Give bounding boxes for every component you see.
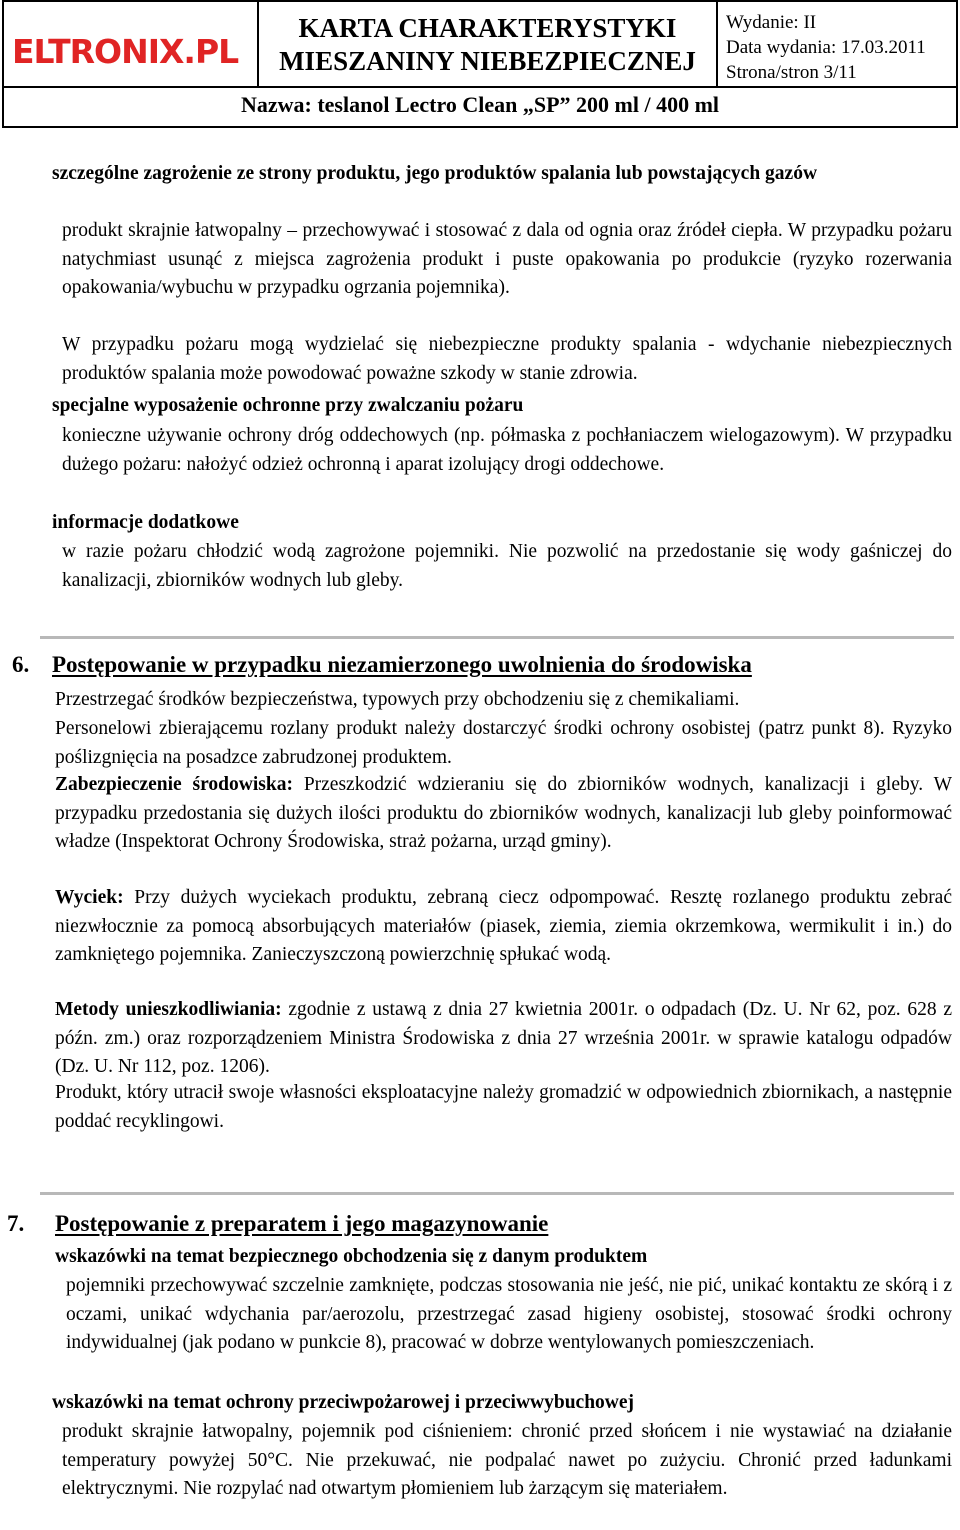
fire-protection-text: produkt skrajnie łatwopalny, pojemnik pod ciśnieniem: chronić przed słońcem i nie wystawiać na działanie temperatury powyżej 50°C. Nie przekuwać, nie podpalać nawet po zużyciu. Chronić przed ładunkami elektrycznymi. Nie rozpylać nad otwartym płomieniem lub żarzącym się materiałem.	[62, 1421, 952, 1500]
additional-info-heading: informacje dodatkowe	[52, 512, 239, 533]
fire-hazard-heading: szczególne zagrożenie ze strony produktu, jego produktów spalania lub powstających gazów	[52, 163, 818, 184]
header-divider	[716, 2, 718, 86]
document-title	[259, 12, 716, 78]
spill-handling	[55, 884, 952, 970]
document-meta	[726, 10, 926, 85]
recycling-text: Produkt, który utracił swoje własności eksploatacyjne należy gromadzić w odpowiednich zbiornikach, a następnie poddać recyklingowi.	[55, 1082, 952, 1132]
combustion-products-text: W przypadku pożaru mogą wydzielać się niebezpieczne produkty spalania - wdychanie niebezpiecznych produktów spalania może powodować poważne szkody w stanie zdrowia.	[62, 334, 952, 384]
document-title-line2: MIESZANINY NIEBEZPIECZNEJ	[279, 46, 696, 76]
spill-text: Przy dużych wyciekach produktu, zebraną ciecz odpompować. Resztę rozlanego produktu zebrać niezwłocznie za pomocą absorbujących materiałów (piasek, ziemia, ziemia okrzemkowa, wermikulit i in.) do zamkniętego pojemnika. Zanieczyszczoną powierzchnię spłukać wodą.	[55, 887, 952, 966]
safe-handling-heading: wskazówki na temat bezpiecznego obchodzenia się z danym produktem	[55, 1246, 648, 1267]
protective-equipment-heading: specjalne wyposażenie ochronne przy zwalczaniu pożaru	[52, 395, 524, 416]
section-7-heading	[7, 1209, 952, 1241]
section-separator	[40, 636, 954, 639]
fire-hazard-text: produkt skrajnie łatwopalny – przechowywać i stosować z dala od ognia oraz źródeł ciepła. W przypadku pożaru natychmiast usunąć z miejsca zagrożenia produkt i puste opakowania po produkcie (ryzyko rozerwania opakowania/wybuchu w przypadku ogrzania pojemnika).	[62, 220, 952, 299]
environmental-protection-label: Zabezpieczenie środowiska:	[55, 774, 293, 795]
protective-equipment-text: konieczne używanie ochrony dróg oddechowych (np. półmaska z pochłaniaczem wielogazowym). W przypadku dużego pożaru: nałożyć odzież ochronną i aparat izolujący drogi oddechowe.	[62, 425, 952, 475]
fire-protection-heading: wskazówki na temat ochrony przeciwpożarowej i przeciwwybuchowej	[52, 1392, 635, 1413]
product-name: Nazwa: teslanol Lectro Clean „SP” 200 ml / 400 ml	[240, 92, 720, 117]
environmental-protection	[55, 771, 952, 857]
additional-info-text: w razie pożaru chłodzić wodą zagrożone pojemniki. Nie pozwolić na przedostanie się wody gaśniczej do kanalizacji, zbiorników wodnych lub gleby.	[62, 541, 952, 591]
edition-label: Wydanie: II	[726, 12, 817, 33]
disposal-methods	[55, 996, 952, 1082]
spill-label: Wyciek:	[55, 887, 124, 908]
section-6-precautions: Przestrzegać środków bezpieczeństwa, typowych przy obchodzeniu się z chemikaliami.	[55, 689, 740, 710]
section-6-number: 6.	[12, 652, 30, 677]
issue-date: Data wydania: 17.03.2011	[726, 37, 926, 58]
document-title-line1: KARTA CHARAKTERYSTYKI	[298, 13, 677, 43]
safe-handling-text: pojemniki przechowywać szczelnie zamknięte, podczas stosowania nie jeść, nie pić, unikać kontaktu ze skórą i z oczami, unikać wdychania par/aerozolu, przestrzegać zasad higieny osobistej, stosować środki ochrony indywidualnej (jak podano w punkcie 8), pracować w dobrze wentylowanych pomieszczeniach.	[66, 1275, 952, 1354]
section-6-title: Postępowanie w przypadku niezamierzonego uwolnienia do środowiska	[52, 652, 752, 677]
section-separator	[40, 1192, 954, 1195]
section-7-number: 7.	[7, 1211, 25, 1236]
header-divider	[4, 86, 956, 88]
page-number: Strona/stron 3/11	[726, 62, 857, 83]
company-logo: ELTRONIX.PL	[12, 32, 239, 71]
section-7-title: Postępowanie z preparatem i jego magazynowanie	[55, 1211, 549, 1236]
disposal-label: Metody unieszkodliwiania:	[55, 999, 282, 1020]
section-6-personnel: Personelowi zbierającemu rozlany produkt należy dostarczyć środki ochrony osobistej (patrz punkt 8). Ryzyko poślizgnięcia na posadzce zabrudzonej produktem.	[55, 718, 952, 768]
environmental-protection-text: Przeszkodzić wdzieraniu się do zbiorników wodnych, kanalizacji i gleby. W przypadku przedostania się dużych ilości produktu do zbiorników wodnych, kanalizacji lub gleby poinformować władze (Inspektorat Ochrony Środowiska, straż pożarna, urząd gminy).	[55, 774, 953, 853]
section-6-heading	[12, 650, 952, 682]
disposal-text: zgodnie z ustawą z dnia 27 kwietnia 2001r. o odpadach (Dz. U. Nr 62, poz. 628 z późn. zm.) oraz rozporządzeniem Ministra Środowiska z dnia 27 września 2001r. w sprawie katalogu odpadów (Dz. U. Nr 112, poz. 1206).	[55, 999, 952, 1078]
document-header	[2, 0, 958, 128]
